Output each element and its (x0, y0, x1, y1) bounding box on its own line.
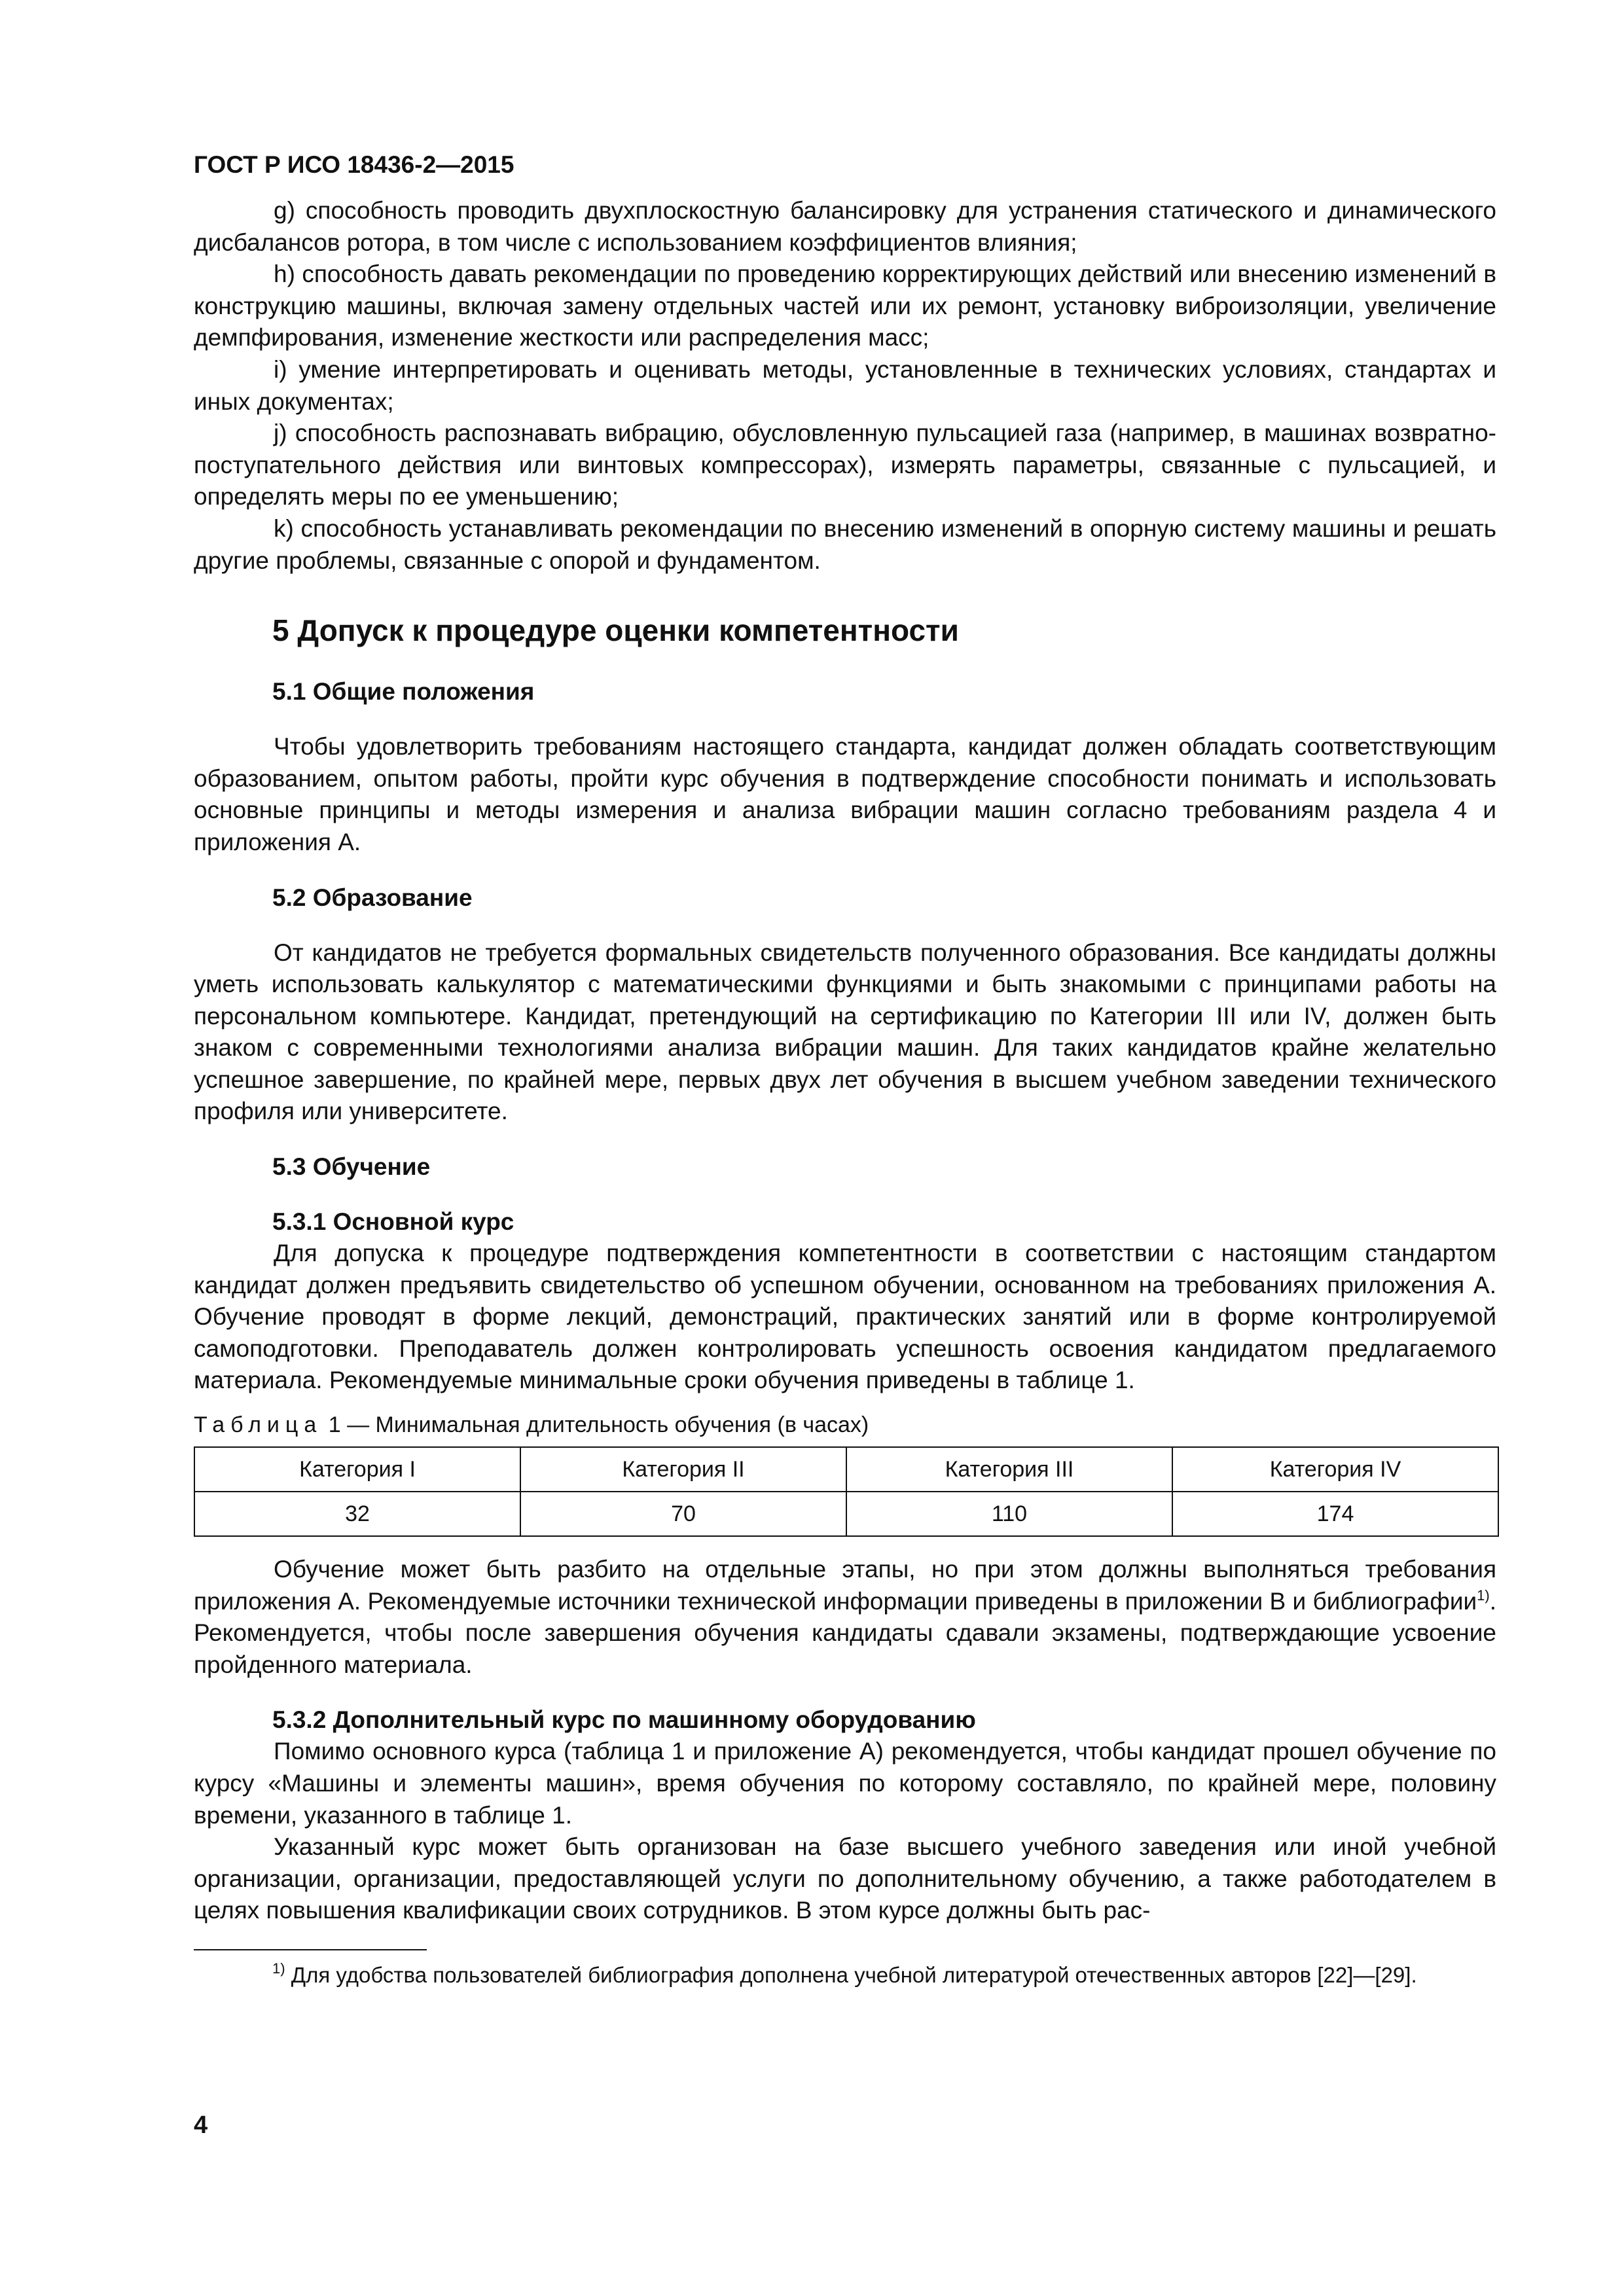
document-header: ГОСТ Р ИСО 18436-2—2015 (194, 151, 514, 178)
section-5-3-1-text: Для допуска к процедуре подтверждения компетентности в соответствии с настоящим стандартом кандидат должен предъявить свидетельство об успешном обучении, основанном на требованиях приложения А. Обучение проводят в форме лекций, демонстраций, практических занятий или в форме контролируемой самоподготовки. Преподаватель должен контролировать успешность освоения кандидатом предлагаемого материала. Рекомендуемые минимальные сроки обучения приведены в таблице 1. (194, 1240, 1496, 1394)
footnote-reference: 1) (1477, 1587, 1490, 1604)
footnote-divider (194, 1949, 427, 1950)
table-cell: 110 (846, 1492, 1172, 1536)
table-header-cell: Категория IV (1172, 1447, 1498, 1492)
table-cell: 70 (520, 1492, 846, 1536)
document-page (194, 149, 1496, 1990)
section-5-3-1-title: 5.3.1 Основной курс (272, 1208, 514, 1236)
section-5-title: 5 Допуск к процедуре оценки компетентности (272, 613, 959, 648)
section-5-3-2-text-2: Указанный курс может быть организован на базе высшего учебного заведения или иной учебной организации, организации, предоставляющей услуги по дополнительному обучению, а также работодателем в целях повышения квалификации своих сотрудников. В этом курсе должны быть рас- (194, 1833, 1496, 1924)
section-5-3-2-title: 5.3.2 Дополнительный курс по машинному оборудованию (272, 1706, 976, 1734)
footnote-text: Для удобства пользователей библиография дополнена учебной литературой отечественных авторов [22]—[29]. (285, 1962, 1417, 1987)
section-5-3-2-text-1: Помимо основного курса (таблица 1 и приложение А) рекомендуется, чтобы кандидат прошел обучение по курсу «Машины и элементы машин», время обучения по которому составляло, по крайней мере, половину времени, указанного в таблице 1. (194, 1738, 1496, 1829)
table-caption-text: 1 — Минимальная длительность обучения (в часах) (322, 1412, 869, 1438)
footnote (194, 1961, 1496, 1990)
list-item-g: g) способность проводить двухплоскостную балансировку для устранения статического и динамического дисбалансов ротора, в том числе с использованием коэффициентов влияния; (194, 197, 1496, 256)
section-5-2-title: 5.2 Образование (272, 884, 473, 911)
table-caption (194, 1410, 1496, 1440)
table-row (194, 1492, 1498, 1536)
after-table-text-part2: . Рекомендуется, чтобы после завершения обучения кандидаты сдавали экзамены, подтверждающие усвоение пройденного материала. (194, 1587, 1496, 1678)
list-item-j: j) способность распознавать вибрацию, обусловленную пульсацией газа (например, в машинах возвратно-поступательного действия или винтовых компрессорах), измерять параметры, связанные с пульсацией, и определять меры по ее уменьшению; (194, 420, 1496, 511)
footnote-marker: 1) (272, 1960, 285, 1977)
section-5-1-title: 5.1 Общие положения (272, 678, 535, 706)
section-5-1-text: Чтобы удовлетворить требованиям настоящего стандарта, кандидат должен обладать соответствующим образованием, опытом работы, пройти курс обучения в подтверждение способности понимать и использовать основные принципы и методы измерения и анализа вибрации машин согласно требованиям раздела 4 и приложения А. (194, 733, 1496, 855)
table-cell: 174 (1172, 1492, 1498, 1536)
after-table-text (194, 1554, 1496, 1681)
training-duration-table (194, 1446, 1499, 1537)
after-table-text-part1: Обучение может быть разбито на отдельные этапы, но при этом должны выполняться требования приложения А. Рекомендуемые источники технической информации приведены в приложении В и библиографии (194, 1556, 1496, 1615)
table-header-cell: Категория III (846, 1447, 1172, 1492)
table-cell: 32 (194, 1492, 520, 1536)
list-item-h: h) способность давать рекомендации по проведению корректирующих действий или внесению изменений в конструкцию машины, включая замену отдельных частей или их ремонт, установку виброизоляции, увеличение демпфирования, изменение жесткости или распределения масс; (194, 260, 1496, 351)
table-header-cell: Категория II (520, 1447, 846, 1492)
section-5-3-title: 5.3 Обучение (272, 1153, 431, 1181)
table-header-cell: Категория I (194, 1447, 520, 1492)
table-caption-word: Таблица (194, 1412, 323, 1438)
section-5-2-text: От кандидатов не требуется формальных свидетельств полученного образования. Все кандидаты должны уметь использовать калькулятор с математическими функциями и быть знакомыми с принципами работы на персональном компьютере. Кандидат, претендующий на сертификацию по Категории III или IV, должен быть знаком с современными технологиями анализа вибрации машин. Для таких кандидатов крайне желательно успешное завершение, по крайней мере, первых двух лет обучения в высшем учебном заведении технического профиля или университете. (194, 939, 1496, 1125)
list-item-k: k) способность устанавливать рекомендации по внесению изменений в опорную систему машины и решать другие проблемы, связанные с опорой и фундаментом. (194, 514, 1496, 574)
table-header-row (194, 1447, 1498, 1492)
list-item-i: i) умение интерпретировать и оценивать методы, установленные в технических условиях, стандартах и иных документах; (194, 355, 1496, 415)
page-number: 4 (194, 2111, 208, 2139)
